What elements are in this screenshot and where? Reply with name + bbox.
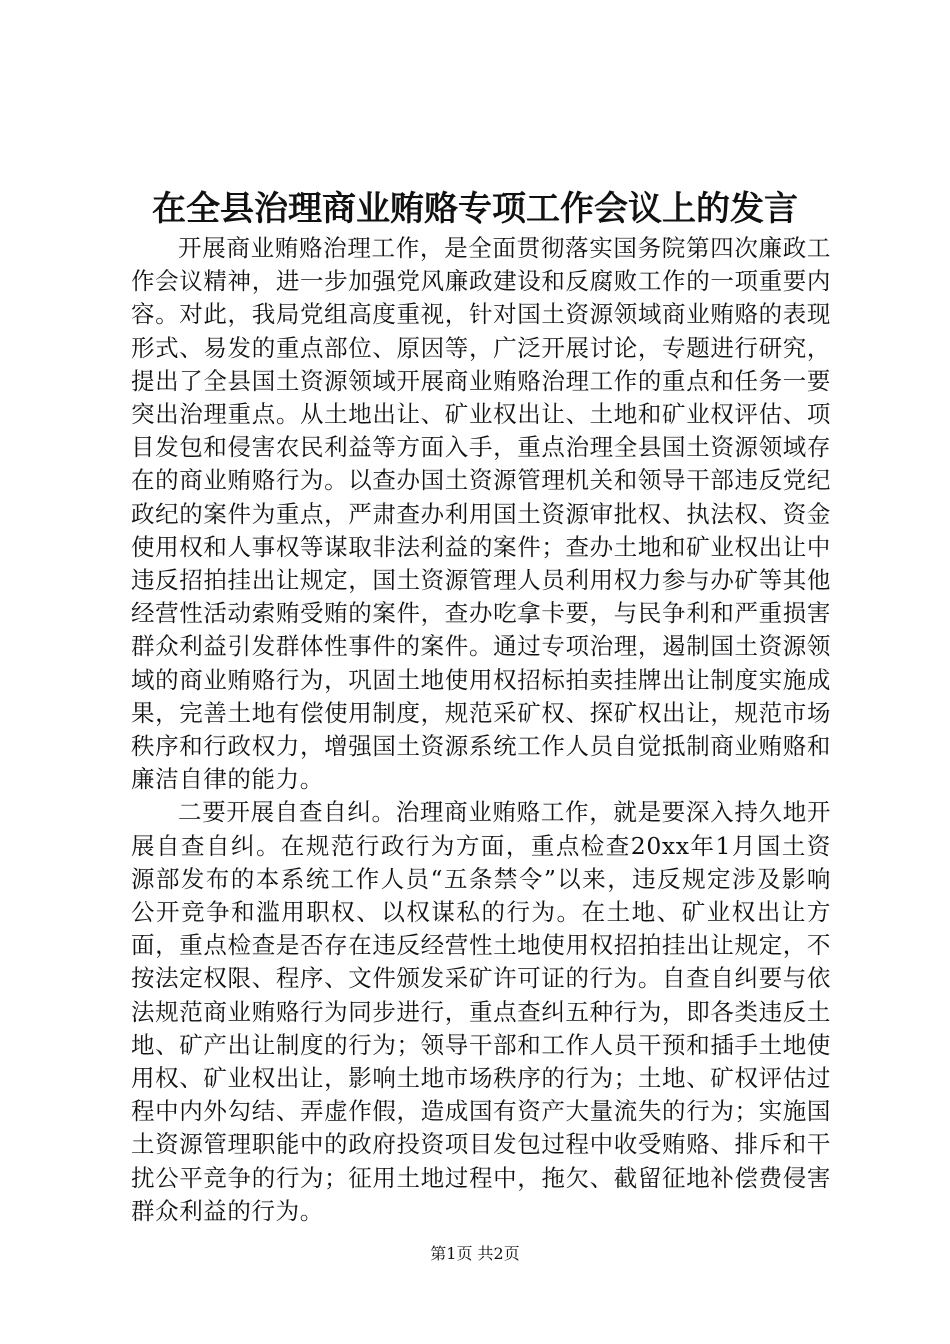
page-footer: 第1页 共2页 bbox=[430, 1244, 520, 1263]
document-title: 在全县治理商业贿赂专项工作会议上的发言 bbox=[152, 189, 798, 229]
paragraph-1: 开展商业贿赂治理工作，是全面贯彻落实国务院第四次廉政工作会议精神，进一步加强党风廉政建设和反腐败工作的一项重要内容。对此，我局党组高度重视，针对国土资源领域商业贿赂的表现形式、易发的重点部位、原因等，广泛开展讨论，专题进行研究，提出了全县国土资源领域开展商业贿赂治理工作的重点和任务一要突出治理重点。从土地出让、矿业权出让、土地和矿业权评估、项目发包和侵害农民利益等方面入手，重点治理全县国土资源领域存在的商业贿赂行为。以查办国土资源管理机关和领导干部违反党纪政纪的案件为重点，严肃查办利用国土资源审批权、执法权、资金使用权和人事权等谋取非法利益的案件；查办土地和矿业权出让中违反招拍挂出让规定，国土资源管理人员利用权力参与办矿等其他经营性活动索贿受贿的案件，查办吃拿卡要，与民争利和严重损害群众利益引发群体性事件的案件。通过专项治理，遏制国土资源领域的商业贿赂行为，巩固土地使用权招标拍卖挂牌出让制度实施成果，完善土地有偿使用制度，规范采矿权、探矿权出让，规范市场秩序和行政权力，增强国土资源系统工作人员自觉抵制商业贿赂和廉洁自律的能力。 bbox=[131, 234, 831, 794]
document-body bbox=[131, 232, 831, 1228]
paragraph-2: 二要开展自查自纠。治理商业贿赂工作，就是要深入持久地开展自查自纠。在规范行政行为方面，重点检查20xx年1月国土资源部发布的本系统工作人员“五条禁令”以来，违反规定涉及影响公开竞争和滥用职权、以权谋私的行为。在土地、矿业权出让方面，重点检查是否存在违反经营性土地使用权招拍挂出让规定，不按法定权限、程序、文件颁发采矿许可证的行为。自查自纠要与依法规范商业贿赂行为同步进行，重点查纠五种行为，即各类违反土地、矿产出让制度的行为；领导干部和工作人员干预和插手土地使用权、矿业权出让，影响土地市场秩序的行为；土地、矿权评估过程中内外勾结、弄虚作假，造成国有资产大量流失的行为；实施国土资源管理职能中的政府投资项目发包过程中收受贿赂、排斥和干扰公平竞争的行为；征用土地过程中，拖欠、截留征地补偿费侵害群众利益的行为。 bbox=[131, 798, 831, 1225]
